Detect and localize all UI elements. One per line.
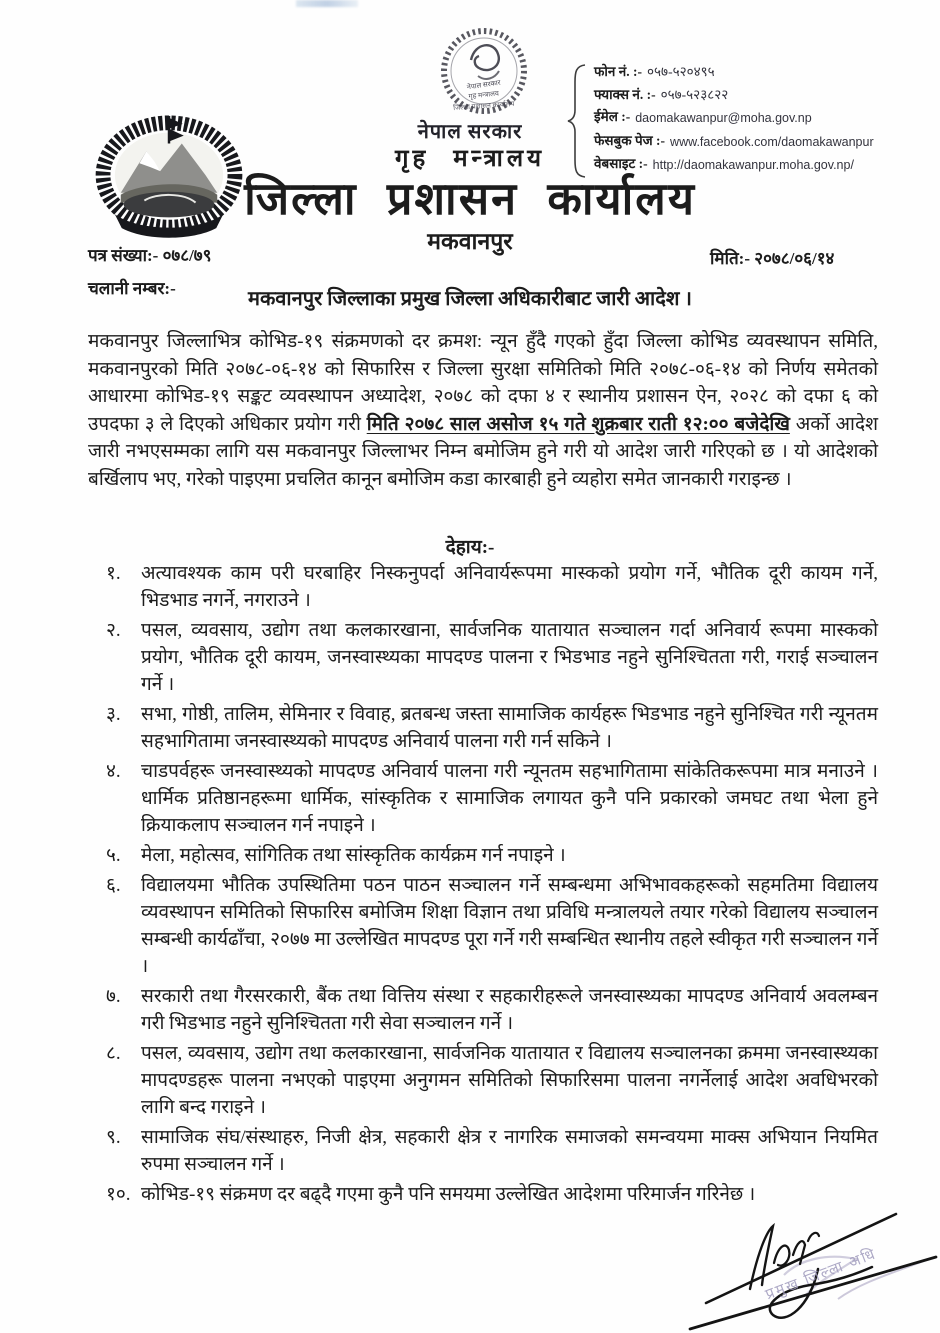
facebook-label: फेसबुक पेज :- (594, 132, 666, 148)
order-paragraph-end: अर्को आदेश जारी नभएसम्मका लागि यस मकवानपुर जिल्लाभर निम्न बमोजिम हुने गरी यो आदेश जारी गरिएको छ । यो आदेशको बर्खिलाप भए, गरेको पाइएमा प्रचलित कानून बमोजिम कडा कारबाही हुने व्यहोरा समेत जानकारी गराइन्छ । (88, 413, 878, 490)
email-label: ईमेल :- (594, 109, 631, 124)
list-item (106, 758, 878, 839)
website-value: http://daomakawanpur.moha.gov.np/ (652, 158, 854, 172)
list-item (106, 983, 878, 1037)
dispatch-number-label: चलानी नम्बर:- (88, 279, 176, 298)
item-number: ७. (106, 986, 121, 1007)
government-name: नेपाल सरकार (417, 121, 523, 143)
item-text: सरकारी तथा गैरसरकारी, बैंक तथा वित्तिय संस्था र सहकारीहरूले जनस्वास्थ्यका मापदण्ड अनिवार्य अवलम्बन गरी भिडभाड नहुने सुनिश्चितता गरी सेवा सञ्चालन गर्ने । (141, 986, 878, 1034)
contact-phone (594, 61, 930, 84)
facebook-value: www.facebook.com/daomakawanpur (670, 134, 874, 149)
contact-block (594, 61, 930, 177)
item-text: पसल, व्यवसाय, उद्योग तथा कलकारखाना, सार्वजनिक यातायात सञ्चालन गर्दा अनिवार्य रूपमा मास्कको प्रयोग, भौतिक दूरी कायम, जनस्वास्थ्यका मापदण्ड पालना र भिडभाड नहुने सुनिश्चितता गरी, गराई सञ्चालन गर्ने । (141, 620, 878, 695)
brace-decoration (566, 62, 588, 180)
item-text: अत्यावश्यक काम परी घरबाहिर निस्कनुपर्दा अनिवार्यरूपमा मास्कको प्रयोग गर्ने, भौतिक दूरी कायम गर्ने, भिडभाड नगर्ने, नगराउने । (141, 563, 878, 611)
scan-smudge (296, 0, 358, 7)
item-number: ८. (106, 1043, 121, 1064)
contact-fax (594, 84, 930, 107)
item-number: २. (106, 620, 121, 641)
order-effective-datetime: मिति २०७८ साल असोज १५ गते शुक्रबार राती १२:०० बजेदेखि (366, 413, 790, 435)
item-text: पसल, व्यवसाय, उद्योग तथा कलकारखाना, सार्वजनिक यातायात र विद्यालय सञ्चालनका क्रममा जनस्वास्थ्यका मापदण्डहरू पालना नभएको पाइएमा अनुगमन समितिको सिफारिसमा पालना नगर्नेलाई आदेश अवधिभरको लागि बन्द गराइने । (141, 1043, 878, 1118)
issue-date-value: २०७८/०६/१४ (754, 249, 835, 268)
list-item (106, 872, 878, 980)
seal-text-ministry: गृह मन्त्रालय (468, 89, 500, 101)
fax-label: फ्याक्स नं. :- (594, 86, 656, 102)
seal-text-office: जिल्ला प्रशासन कार्यालय (453, 99, 515, 113)
item-number: ५. (106, 845, 121, 866)
ministry-name: गृह मन्त्रालय (394, 146, 546, 172)
list-item (106, 1040, 878, 1121)
fax-value: ०५७-५२३८२२ (660, 86, 729, 102)
item-text: सभा, गोष्ठी, तालिम, सेमिनार र विवाह, ब्रतबन्ध जस्ता सामाजिक कार्यहरू भिडभाड नहुने सुनिश्चित गरी न्यूनतम सहभागितामा जनस्वास्थ्यको मापदण्ड अनिवार्य पालना गरी गर्न सकिने । (141, 704, 878, 752)
item-number: ४. (106, 761, 121, 782)
email-value: daomakawanpur@moha.gov.np (635, 111, 812, 125)
item-text: कोभिड-१९ संक्रमण दर बढ्दै गएमा कुनै पनि समयमा उल्लेखित आदेशमा परिमार्जन गरिनेछ । (141, 1184, 756, 1205)
list-item (106, 560, 878, 614)
order-list (106, 560, 878, 1211)
list-item (106, 842, 878, 869)
subject-line: मकवानपुर जिल्लाका प्रमुख जिल्ला अधिकारीबाट जारी आदेश । (247, 288, 693, 310)
contact-facebook (594, 130, 930, 154)
contact-website (594, 153, 930, 177)
item-text: मेला, महोत्सव, सांगितिक तथा सांस्कृतिक कार्यक्रम गर्न नपाइने । (141, 845, 566, 866)
item-text: सामाजिक संघ/संस्थाहरु, निजी क्षेत्र, सहकारी क्षेत्र र नागरिक समाजको समन्वयमा माक्स अभियान नियमित रुपमा सञ्चालन गर्ने । (141, 1127, 878, 1175)
order-paragraph (88, 328, 878, 493)
district-name: मकवानपुर (427, 229, 513, 254)
order-paragraph-start: मकवानपुर जिल्लाभित्र कोभिड-१९ संक्रमणको दर क्रमश: न्यून हुँदै गएको हुँदा जिल्ला कोभिड व्यवस्थापन समिति, मकवानपुरको मिति २०७८-०६-१४ को सिफारिस र जिल्ला सुरक्षा समितिको मिति २०७८-०६-१४ को निर्णय समेतको आधारमा कोभिड-१९ सङ्कट व्यवस्थापन अध्यादेश, २०७८ को दफा ४ र स्थानीय प्रशासन ऐन, २०२८ को दफा ६ को उपदफा ३ ले दिएको अधिकार प्रयोग गरी (88, 331, 878, 435)
letter-number-label: पत्र संख्या:- (88, 246, 159, 265)
item-number: ९. (106, 1127, 121, 1148)
item-text: विद्यालयमा भौतिक उपस्थितिमा पठन पाठन सञ्चालन गर्ने सम्बन्धमा अभिभावकहरूको सहमतिमा विद्यालय व्यवस्थापन समितिको सिफारिस बमोजिम शिक्षा विज्ञान तथा प्रविधि मन्त्रालयले तयार गरेको विद्यालय सञ्चालन सम्बन्धी कार्यढाँचा, २०७७ मा उल्लेखित मापदण्ड पूरा गर्ने गरी सम्बन्धित स्थानीय तहले स्वीकृत गरी सञ्चालन गर्ने । (141, 875, 878, 977)
letter-number-value: ०७८/७९ (162, 246, 212, 265)
item-text: चाडपर्वहरू जनस्वास्थ्यको मापदण्ड अनिवार्य पालना गरी न्यूनतम सहभागितामा सांकेतिकरूपमा मात्र मनाउने । धार्मिक प्रतिष्ठानहरूमा धार्मिक, सांस्कृतिक र सामाजिक लगायत कुनै पनि प्रकारको जमघट तथा भेला हुने क्रियाकलाप सञ्चालन गर्न नपाइने । (141, 761, 878, 836)
item-number: ६. (106, 875, 121, 896)
contact-email (594, 106, 930, 130)
phone-label: फोन नं. :- (594, 64, 643, 79)
list-heading: देहाय:- (445, 537, 495, 558)
list-item (106, 701, 878, 755)
issue-date-label: मिति:- (710, 249, 750, 268)
website-label: वेबसाइट :- (594, 156, 648, 171)
letter-number (88, 243, 212, 266)
item-number: ३. (106, 704, 121, 725)
signature-block (688, 1201, 940, 1333)
list-item (106, 617, 878, 698)
phone-value: ०५७-५२०४९५ (647, 64, 715, 79)
list-item (106, 1124, 878, 1178)
seal-text-govt: नेपाल सरकार (466, 78, 502, 92)
cdo-designation-stamp: प्रमुख जिल्ला अधि (763, 1246, 880, 1304)
office-title: जिल्ला प्रशासन कार्यालय (244, 174, 696, 224)
issue-date (710, 246, 834, 269)
item-number: १०. (106, 1184, 131, 1205)
item-number: १. (106, 563, 121, 584)
